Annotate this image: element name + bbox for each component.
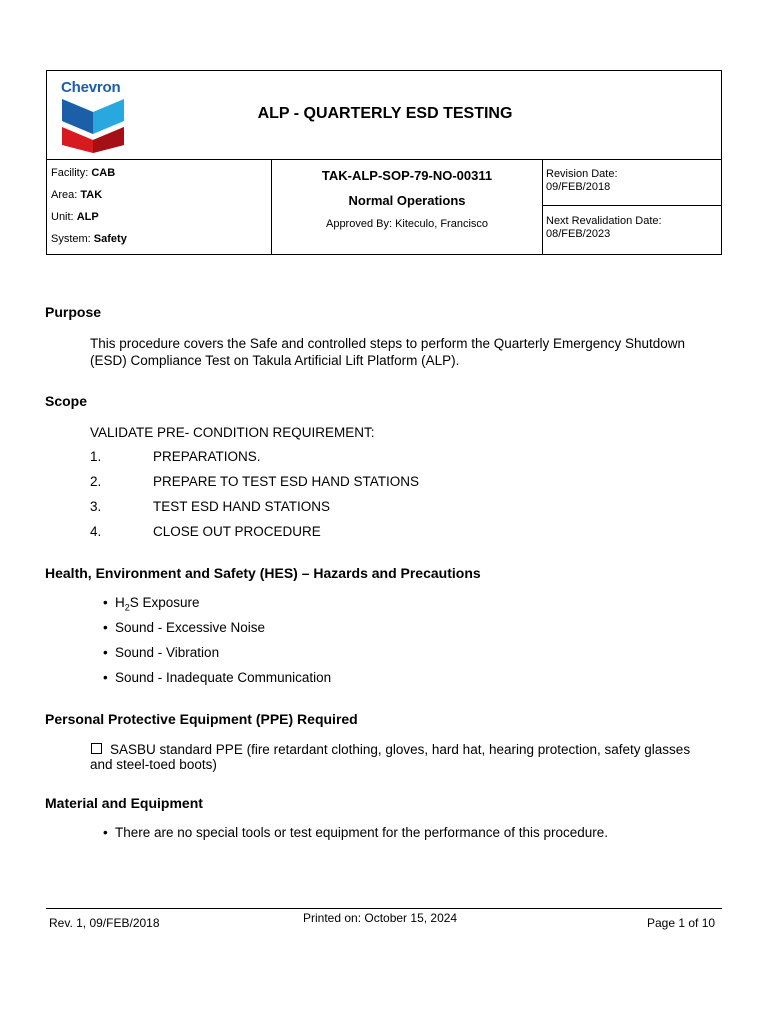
footer-printed-date: Printed on: October 15, 2024: [303, 911, 458, 925]
scope-intro: VALIDATE PRE- CONDITION REQUIREMENT:: [90, 425, 375, 440]
revision-date: 09/FEB/2018: [546, 181, 611, 193]
scope-item-2-number: 2.: [90, 474, 102, 489]
hes-item-vibration: • Sound - Vibration: [103, 645, 220, 660]
purpose-heading: Purpose: [45, 304, 102, 320]
scope-item-4: CLOSE OUT PROCEDURE: [153, 524, 321, 539]
approved-by: Approved By: Kiteculo, Francisco: [325, 218, 489, 230]
facility-row: Facility: CAB: [51, 167, 116, 179]
revision-date-label: Revision Date:: [546, 168, 618, 180]
hes-item-noise: • Sound - Excessive Noise: [103, 620, 266, 635]
document-header: [46, 70, 722, 255]
document-info: [272, 159, 543, 255]
material-heading: Material and Equipment: [45, 795, 203, 811]
hes-item-h2s: • $H_2S$ Exposure: [103, 595, 200, 613]
scope-heading: Scope: [45, 393, 88, 409]
scope-item-3-number: 3.: [90, 499, 102, 514]
purpose-line-1: This procedure covers the Safe and controlled steps to perform the Quarterly Emergency Shutdown: [90, 336, 686, 351]
scope-item-1: PREPARATIONS.: [153, 449, 261, 464]
document-title: ALP - QUARTERLY ESD TESTING: [257, 105, 513, 122]
system-value: Safety: [93, 233, 127, 245]
header-title-row: [47, 71, 721, 160]
bullet-icon: •: [103, 670, 108, 685]
scope-item-3: TEST ESD HAND STATIONS: [153, 499, 331, 514]
scope-item-4-number: 4.: [90, 524, 102, 539]
system-row: System: Safety: [51, 233, 127, 245]
hes-item-communication: • Sound - Inadequate Communication: [103, 670, 332, 685]
document-category: Normal Operations: [348, 193, 466, 208]
document-number: TAK-ALP-SOP-79-NO-00311: [321, 168, 493, 183]
hes-heading: Health, Environment and Safety (HES) – Hazards and Precautions: [45, 565, 481, 581]
logo-text: Chevron: [61, 79, 121, 96]
ppe-line-1: SASBU standard PPE (fire retardant clothing, gloves, hard hat, hearing protection, safety glasses: [91, 741, 690, 758]
footer-page-number: Page 1 of 10: [647, 916, 716, 930]
ppe-heading: Personal Protective Equipment (PPE) Required: [45, 711, 358, 727]
checkbox-icon: [91, 743, 102, 754]
unit-value: ALP: [76, 211, 99, 223]
unit-row: Unit: ALP: [51, 211, 99, 223]
bullet-icon: •: [103, 620, 108, 635]
footer-revision: Rev. 1, 09/FEB/2018: [49, 916, 160, 930]
facility-value: CAB: [91, 167, 116, 179]
purpose-line-2: (ESD) Compliance Test on Takula Artificial Lift Platform (ALP).: [90, 353, 460, 368]
revalidation-date-label: Next Revalidation Date:: [546, 215, 662, 227]
area-value: TAK: [80, 189, 103, 201]
bullet-icon: •: [103, 825, 108, 840]
ppe-line-2: and steel-toed boots): [90, 757, 217, 772]
revalidation-date: 08/FEB/2023: [546, 228, 611, 240]
material-item: • There are no special tools or test equipment for the performance of this procedure.: [103, 825, 609, 840]
location-info: [47, 159, 272, 255]
footer-divider: [46, 908, 722, 909]
date-divider: [543, 205, 722, 206]
scope-item-1-number: 1.: [90, 449, 102, 464]
bullet-icon: •: [103, 595, 108, 610]
bullet-icon: •: [103, 645, 108, 660]
area-row: Area: TAK: [51, 189, 103, 201]
scope-item-2: PREPARE TO TEST ESD HAND STATIONS: [153, 474, 420, 489]
date-info: [543, 159, 722, 255]
